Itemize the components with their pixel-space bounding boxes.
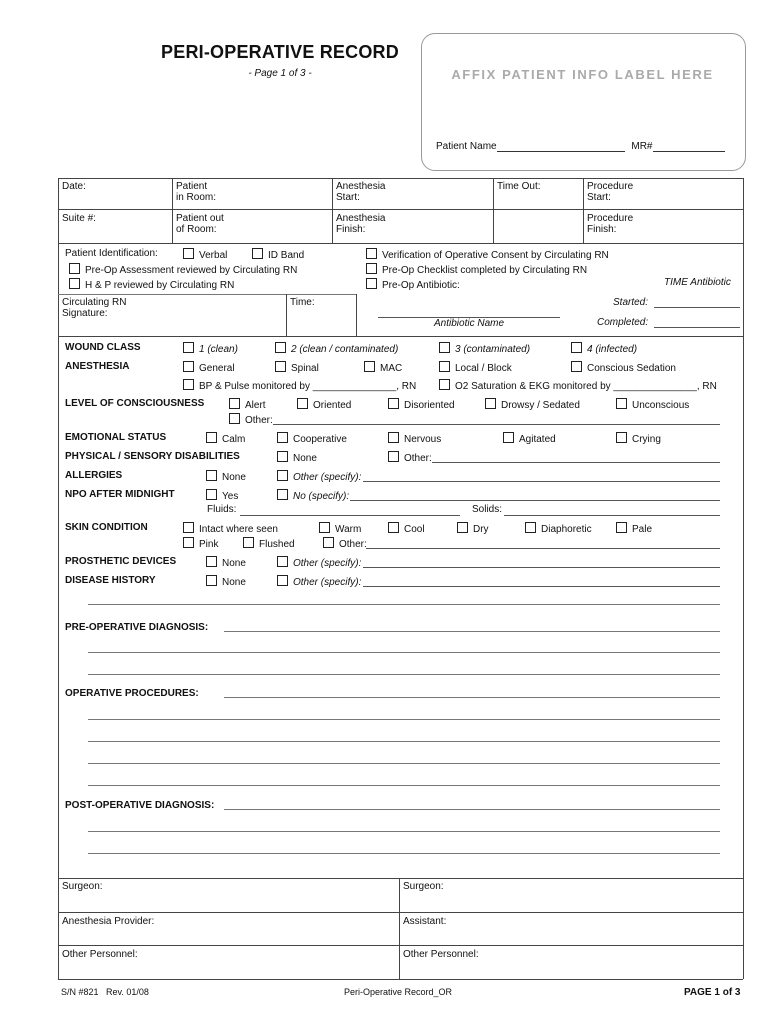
dry-option[interactable]: Dry	[457, 522, 489, 535]
op-proc-line-2[interactable]	[88, 719, 720, 720]
time-field[interactable]: Time:	[290, 297, 315, 308]
page-title: PERI-OPERATIVE RECORD	[161, 42, 399, 62]
date-field[interactable]: Date:	[62, 181, 86, 192]
mac-option[interactable]: MAC	[364, 361, 402, 374]
npo-no-checkbox[interactable]	[277, 489, 288, 500]
wound-2-checkbox[interactable]	[275, 342, 286, 353]
diaphoretic-option[interactable]: Diaphoretic	[525, 522, 592, 535]
disoriented-checkbox[interactable]	[388, 398, 399, 409]
agitated-option[interactable]: Agitated	[503, 432, 556, 445]
patient-out-room-field[interactable]: Patient out of Room:	[176, 213, 224, 235]
o2-sat-checkbox[interactable]	[439, 379, 450, 390]
general-option[interactable]: General	[183, 361, 235, 374]
preop-dx-line-3[interactable]	[88, 674, 720, 675]
procedure-start-field[interactable]: Procedure Start:	[587, 181, 634, 203]
time-out-field[interactable]: Time Out:	[497, 181, 541, 192]
skin-label: SKIN CONDITION	[65, 522, 148, 533]
preop-antibiotic-checkbox[interactable]	[366, 278, 377, 289]
local-block-option[interactable]: Local / Block	[439, 361, 512, 374]
disease-none-option[interactable]: None	[206, 575, 246, 588]
unconscious-option[interactable]: Unconscious	[616, 398, 689, 411]
verification-checkbox[interactable]	[366, 248, 377, 259]
allergies-other-checkbox[interactable]	[277, 470, 288, 481]
anesthesia-start-field[interactable]: Anesthesia Start:	[336, 181, 386, 203]
crying-checkbox[interactable]	[616, 432, 627, 443]
other-personnel-field-2[interactable]: Other Personnel:	[403, 949, 479, 960]
anesthesia-provider-field[interactable]: Anesthesia Provider:	[62, 916, 155, 927]
serial-number: S/N #821 Rev. 01/08	[61, 987, 149, 997]
spinal-option[interactable]: Spinal	[275, 361, 319, 374]
loc-other-field[interactable]	[273, 424, 720, 425]
prosthetic-other-option[interactable]: Other (specify):	[277, 556, 361, 569]
preop-checklist-checkbox[interactable]	[366, 263, 377, 274]
spinal-checkbox[interactable]	[275, 361, 286, 372]
npo-no-option[interactable]: No (specify):	[277, 489, 349, 502]
page-subtitle: - Page 1 of 3 -	[248, 68, 312, 79]
flushed-checkbox[interactable]	[243, 537, 254, 548]
postop-dx-line-3[interactable]	[88, 853, 720, 854]
wound-1-option[interactable]: 1 (clean)	[183, 342, 238, 355]
disease-none-checkbox[interactable]	[206, 575, 217, 586]
preop-dx-line-2[interactable]	[88, 652, 720, 653]
pink-checkbox[interactable]	[183, 537, 194, 548]
cooperative-option[interactable]: Cooperative	[277, 432, 347, 445]
prosthetic-label: PROSTHETIC DEVICES	[65, 556, 177, 567]
page-number: PAGE 1 of 3	[684, 987, 741, 998]
patient-name-label: Patient Name	[436, 141, 497, 152]
cool-checkbox[interactable]	[388, 522, 399, 533]
local-block-checkbox[interactable]	[439, 361, 450, 372]
drowsy-checkbox[interactable]	[485, 398, 496, 409]
npo-yes-checkbox[interactable]	[206, 489, 217, 500]
verbal-checkbox[interactable]	[183, 248, 194, 259]
skin-other-option[interactable]: Other:	[323, 537, 367, 550]
crying-option[interactable]: Crying	[616, 432, 661, 445]
disease-line[interactable]	[88, 604, 720, 605]
disease-other-checkbox[interactable]	[277, 575, 288, 586]
o2-sat-option[interactable]: O2 Saturation & EKG monitored by _______________, RN	[439, 379, 717, 392]
warm-checkbox[interactable]	[319, 522, 330, 533]
calm-option[interactable]: Calm	[206, 432, 245, 445]
anesthesia-label: ANESTHESIA	[65, 361, 130, 372]
oriented-option[interactable]: Oriented	[297, 398, 351, 411]
preop-checklist-option[interactable]: Pre-Op Checklist completed by Circulating RN	[366, 263, 587, 276]
procedure-finish-field[interactable]: Procedure Finish:	[587, 213, 634, 235]
cooperative-checkbox[interactable]	[277, 432, 288, 443]
calm-checkbox[interactable]	[206, 432, 217, 443]
preop-antibiotic-option[interactable]: Pre-Op Antibiotic:	[366, 278, 460, 291]
completed-field[interactable]	[654, 327, 740, 328]
allergies-other-option[interactable]: Other (specify):	[277, 470, 361, 483]
loc-other-option[interactable]: Other:	[229, 413, 273, 426]
intact-checkbox[interactable]	[183, 522, 194, 533]
physical-label: PHYSICAL / SENSORY DISABILITIES	[65, 451, 240, 462]
prosthetic-other-checkbox[interactable]	[277, 556, 288, 567]
preop-assessment-option[interactable]: Pre-Op Assessment reviewed by Circulating RN	[69, 263, 297, 276]
other-personnel-field-1[interactable]: Other Personnel:	[62, 949, 138, 960]
unconscious-checkbox[interactable]	[616, 398, 627, 409]
physical-none-option[interactable]: None	[277, 451, 317, 464]
wound-class-label: WOUND CLASS	[65, 342, 141, 353]
physical-other-option[interactable]: Other:	[388, 451, 432, 464]
op-proc-line-5[interactable]	[88, 785, 720, 786]
circulating-rn-signature-field[interactable]: Circulating RN Signature:	[62, 297, 127, 319]
postop-dx-label: POST-OPERATIVE DIAGNOSIS:	[65, 800, 215, 811]
patient-identification-label: Patient Identification:	[65, 248, 158, 259]
emotional-label: EMOTIONAL STATUS	[65, 432, 167, 443]
antibiotic-name-label: Antibiotic Name	[434, 318, 505, 329]
intact-option[interactable]: Intact where seen	[183, 522, 278, 535]
prosthetic-none-option[interactable]: None	[206, 556, 246, 569]
op-proc-label: OPERATIVE PROCEDURES:	[65, 688, 199, 699]
diaphoretic-checkbox[interactable]	[525, 522, 536, 533]
npo-yes-option[interactable]: Yes	[206, 489, 238, 502]
loc-other-checkbox[interactable]	[229, 413, 240, 424]
wound-3-checkbox[interactable]	[439, 342, 450, 353]
hp-reviewed-option[interactable]: H & P reviewed by Circulating RN	[69, 278, 234, 291]
disease-other-option[interactable]: Other (specify):	[277, 575, 361, 588]
pale-option[interactable]: Pale	[616, 522, 652, 535]
solids-label: Solids:	[472, 504, 503, 515]
pink-option[interactable]: Pink	[183, 537, 218, 550]
allergies-none-option[interactable]: None	[206, 470, 246, 483]
op-proc-line-1[interactable]	[224, 697, 720, 698]
patient-name-row	[436, 141, 725, 152]
nervous-checkbox[interactable]	[388, 432, 399, 443]
preop-dx-label: PRE-OPERATIVE DIAGNOSIS:	[65, 622, 209, 633]
allergies-none-checkbox[interactable]	[206, 470, 217, 481]
op-proc-line-4[interactable]	[88, 763, 720, 764]
assistant-field[interactable]: Assistant:	[403, 916, 447, 927]
wound-1-checkbox[interactable]	[183, 342, 194, 353]
wound-2-option[interactable]: 2 (clean / contaminated)	[275, 342, 398, 355]
flushed-option[interactable]: Flushed	[243, 537, 295, 550]
wound-4-option[interactable]: 4 (infected)	[571, 342, 637, 355]
wound-4-checkbox[interactable]	[571, 342, 582, 353]
physical-none-checkbox[interactable]	[277, 451, 288, 462]
prosthetic-none-checkbox[interactable]	[206, 556, 217, 567]
affix-label-text: AFFIX PATIENT INFO LABEL HERE	[451, 67, 714, 82]
mr-label: MR#	[631, 141, 653, 152]
alert-checkbox[interactable]	[229, 398, 240, 409]
general-checkbox[interactable]	[183, 361, 194, 372]
conscious-sedation-checkbox[interactable]	[571, 361, 582, 372]
allergies-label: ALLERGIES	[65, 470, 123, 481]
drowsy-option[interactable]: Drowsy / Sedated	[485, 398, 580, 411]
pale-checkbox[interactable]	[616, 522, 627, 533]
oriented-checkbox[interactable]	[297, 398, 308, 409]
fluids-field[interactable]	[240, 515, 460, 516]
agitated-checkbox[interactable]	[503, 432, 514, 443]
patient-name-field[interactable]	[497, 142, 625, 152]
consciousness-label: LEVEL OF CONSCIOUSNESS	[65, 398, 205, 409]
solids-field[interactable]	[504, 515, 720, 516]
anesthesia-finish-field[interactable]: Anesthesia Finish:	[336, 213, 386, 235]
surgeon-field-1[interactable]: Surgeon:	[62, 881, 103, 892]
id-band-option[interactable]: ID Band	[252, 248, 304, 261]
started-field[interactable]	[654, 307, 740, 308]
postop-dx-line-1[interactable]	[224, 809, 720, 810]
preop-dx-line-1[interactable]	[224, 631, 720, 632]
mr-field[interactable]	[653, 142, 725, 152]
skin-other-checkbox[interactable]	[323, 537, 334, 548]
fluids-label: Fluids:	[207, 504, 237, 515]
postop-dx-line-2[interactable]	[88, 831, 720, 832]
time-antibiotic-label: TIME Antibiotic	[664, 277, 731, 288]
skin-other-field[interactable]	[366, 548, 720, 549]
patient-in-room-field[interactable]: Patient in Room:	[176, 181, 217, 203]
preop-assessment-checkbox[interactable]	[69, 263, 80, 274]
op-proc-line-3[interactable]	[88, 741, 720, 742]
suite-field[interactable]: Suite #:	[62, 213, 96, 224]
alert-option[interactable]: Alert	[229, 398, 266, 411]
mac-checkbox[interactable]	[364, 361, 375, 372]
physical-other-field[interactable]	[432, 462, 720, 463]
verbal-option[interactable]: Verbal	[183, 248, 227, 261]
allergies-other-field[interactable]	[363, 481, 720, 482]
surgeon-field-2[interactable]: Surgeon:	[403, 881, 444, 892]
form-name: Peri-Operative Record_OR	[344, 987, 453, 997]
disease-other-field[interactable]	[363, 586, 720, 587]
disoriented-option[interactable]: Disoriented	[388, 398, 455, 411]
verification-option[interactable]: Verification of Operative Consent by Circulating RN	[366, 248, 609, 261]
physical-other-checkbox[interactable]	[388, 451, 399, 462]
dry-checkbox[interactable]	[457, 522, 468, 533]
warm-option[interactable]: Warm	[319, 522, 361, 535]
id-band-checkbox[interactable]	[252, 248, 263, 259]
started-label: Started:	[613, 297, 649, 308]
hp-reviewed-checkbox[interactable]	[69, 278, 80, 289]
nervous-option[interactable]: Nervous	[388, 432, 441, 445]
wound-3-option[interactable]: 3 (contaminated)	[439, 342, 530, 355]
bp-pulse-checkbox[interactable]	[183, 379, 194, 390]
completed-label: Completed:	[597, 317, 649, 328]
npo-no-field[interactable]	[350, 500, 720, 501]
npo-label: NPO AFTER MIDNIGHT	[65, 489, 175, 500]
prosthetic-other-field[interactable]	[363, 567, 720, 568]
disease-label: DISEASE HISTORY	[65, 575, 156, 586]
bp-pulse-option[interactable]: BP & Pulse monitored by _______________, RN	[183, 379, 416, 392]
cool-option[interactable]: Cool	[388, 522, 425, 535]
conscious-sedation-option[interactable]: Conscious Sedation	[571, 361, 676, 374]
